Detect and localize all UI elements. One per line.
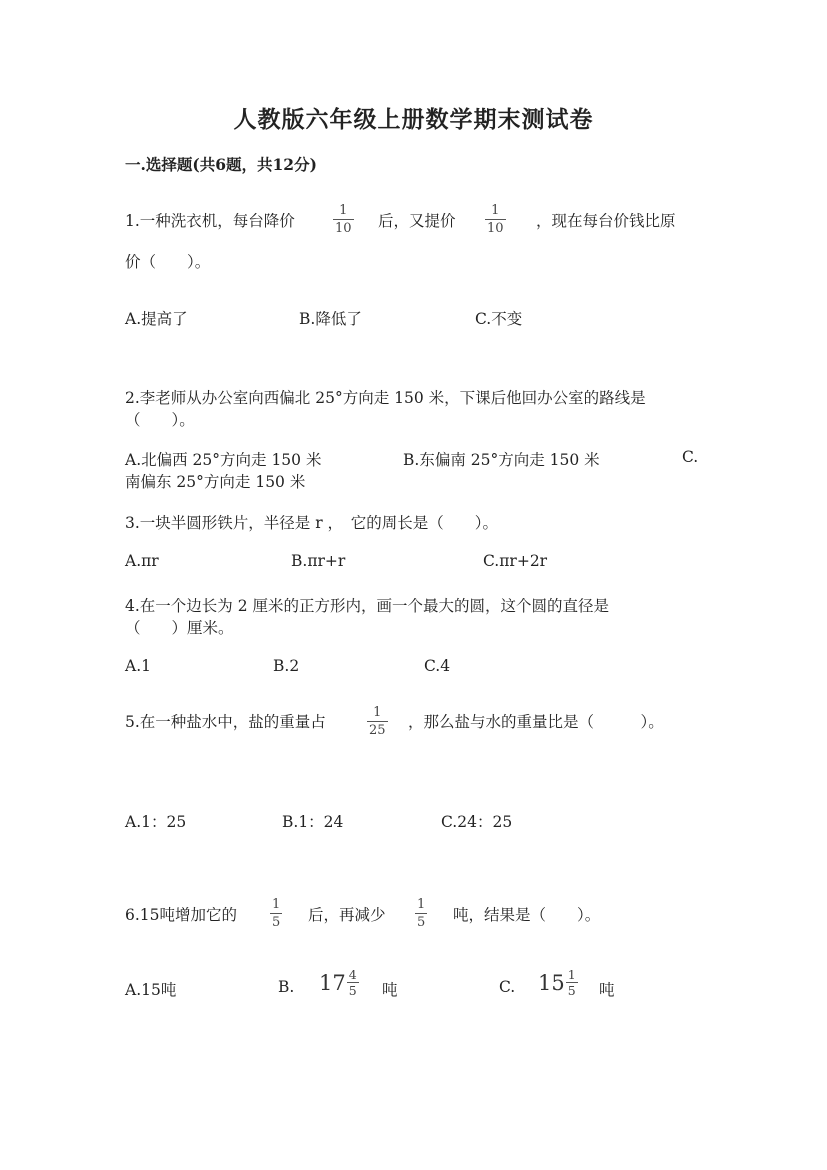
q2-option-c[interactable]: C. [682,448,699,466]
q4-stem-line-1: 4.在一个边长为 2 厘米的正方形内，画一个最大的圆，这个圆的直径是 [125,597,610,615]
fraction-numerator: 1 [567,967,576,982]
fraction-numerator: 1 [491,203,500,218]
q1-stem-part-c: ，现在每台价钱比原 [536,212,676,230]
mixed-fraction [347,968,359,997]
fraction-denominator: 10 [335,221,352,236]
mixed-whole: 15 [538,970,565,995]
q2-stem-line-1: 2.李老师从办公室向西偏北 25°方向走 150 米，下课后他回办公室的路线是 [125,389,646,407]
q6-fraction-1 [270,897,282,930]
q6-option-b-unit: 吨 [382,981,398,999]
fraction-bar [367,721,388,722]
page-title: 人教版六年级上册数学期末测试卷 [233,106,594,133]
fraction-denominator: 5 [417,915,426,930]
q3-option-b[interactable]: B.πr+r [291,552,346,570]
fraction-bar [333,219,354,220]
q4-stem-line-2: （ ）厘米。 [125,619,234,637]
q5-stem-part-b: ，那么盐与水的重量比是（ ）。 [408,713,664,731]
q2-option-a[interactable]: A.北偏西 25°方向走 150 米 [125,451,322,469]
fraction-bar [270,913,282,914]
q4-option-a[interactable]: A.1 [125,657,151,675]
q1-option-c[interactable]: C.不变 [475,310,523,328]
q2-option-c-text: 南偏东 25°方向走 150 米 [125,473,306,491]
q1-fraction-2 [485,203,506,236]
q2-stem-line-2: （ ）。 [125,411,195,429]
q6-stem-part-b: 后，再减少 [308,906,386,924]
q1-fraction-1 [333,203,354,236]
q1-option-a[interactable]: A.提高了 [125,310,188,328]
q6-option-c-mixed-number [538,968,578,997]
q5-option-b[interactable]: B.1：24 [282,813,344,831]
q6-fraction-2 [415,897,427,930]
q6-option-c-unit: 吨 [599,981,615,999]
q5-option-a[interactable]: A.1：25 [125,813,187,831]
q3-option-c[interactable]: C.πr+2r [483,552,548,570]
q4-option-b[interactable]: B.2 [273,657,300,675]
q1-stem-part-b: 后，又提价 [378,212,456,230]
fraction-denominator: 5 [272,915,281,930]
fraction-numerator: 1 [272,897,281,912]
q6-option-b-label[interactable]: B. [278,978,295,996]
q5-fraction [367,705,388,738]
fraction-bar [415,913,427,914]
q6-option-c-label[interactable]: C. [499,978,516,996]
fraction-numerator: 4 [348,967,357,982]
fraction-numerator: 1 [373,705,382,720]
q4-option-c[interactable]: C.4 [424,657,451,675]
q6-stem-part-a: 6.15吨增加它的 [125,906,238,924]
q1-option-b[interactable]: B.降低了 [299,310,362,328]
fraction-denominator: 10 [487,221,504,236]
fraction-numerator: 1 [417,897,426,912]
q5-option-c[interactable]: C.24：25 [441,813,513,831]
q3-option-a[interactable]: A.πr [125,552,159,570]
fraction-numerator: 1 [339,203,348,218]
section-heading: 一.选择题(共6题，共12分) [125,155,317,174]
q6-stem-part-c: 吨，结果是（ ）。 [453,906,601,924]
mixed-whole: 17 [319,970,346,995]
fraction-bar [485,219,506,220]
q6-option-a[interactable]: A.15吨 [125,981,177,999]
q3-stem: 3.一块半圆形铁片，半径是 r ， 它的周长是（ ）。 [125,514,499,532]
q1-stem-part-a: 1.一种洗衣机，每台降价 [125,212,295,230]
fraction-denominator: 5 [567,983,576,998]
q1-stem-part-d: 价（ ）。 [125,253,211,271]
q2-option-b[interactable]: B.东偏南 25°方向走 150 米 [403,451,600,469]
q6-option-b-mixed-number [319,968,359,997]
fraction-denominator: 5 [348,983,357,998]
fraction-denominator: 25 [369,723,386,738]
mixed-fraction [566,968,578,997]
q5-stem-part-a: 5.在一种盐水中，盐的重量占 [125,713,326,731]
